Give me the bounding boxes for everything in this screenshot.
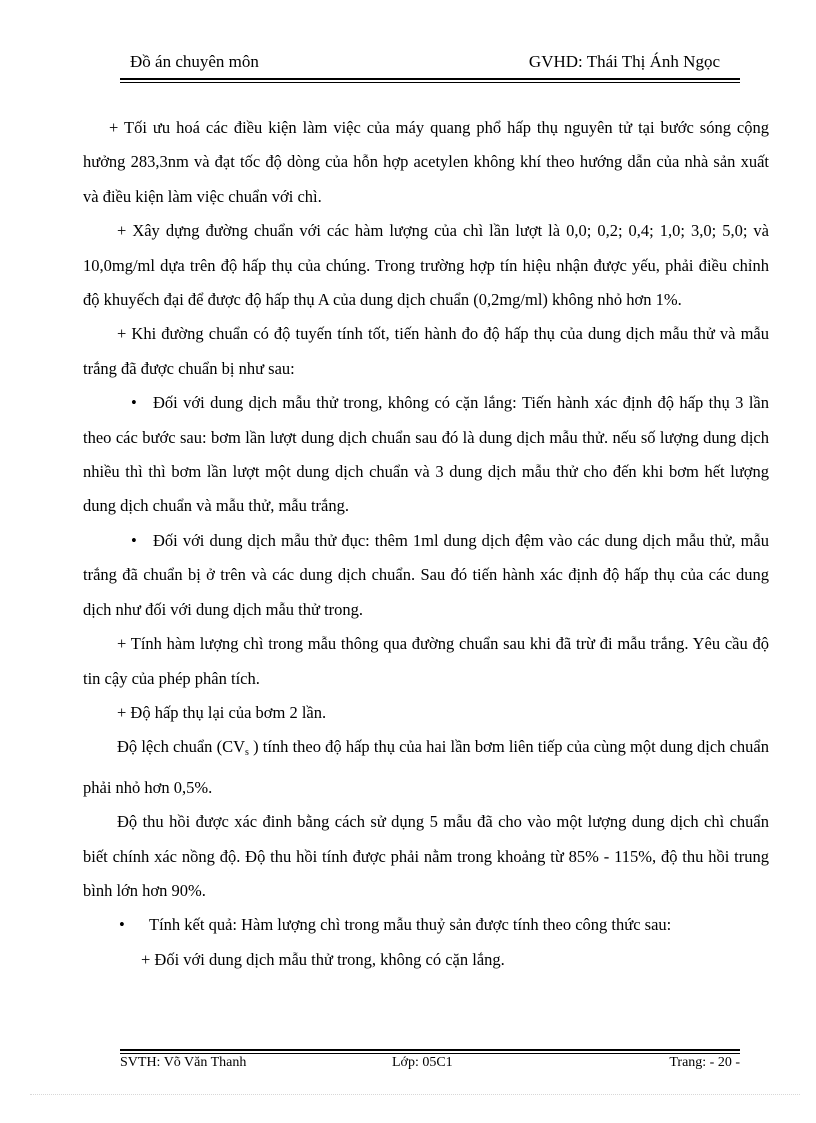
bullet-text: Đối với dung dịch mẫu thử đục: thêm 1ml dung dịch đệm vào các dung dịch mẫu thử, mẫu trắng đã chuẩn bị ở trên và các dung dịch chuẩn. Sau đó tiến hành xác định độ hấp thụ của các dung dịch như đối với dung dịch mẫu thử trong. (83, 530, 769, 619)
paragraph-optimize: + Tối ưu hoá các điều kiện làm việc của máy quang phổ hấp thụ nguyên tử tại bước sóng cộng hưởng 283,3nm và đạt tốc độ dòng của hỗn hợp acetylen không khí theo hướng dẫn của nhà sản xuất và điều kiện làm việc chuẩn với chì. (83, 118, 769, 206)
footer-student: SVTH: Võ Văn Thanh (120, 1055, 247, 1070)
footer-rule (120, 1049, 740, 1051)
std-deviation-text-a: Độ lệch chuẩn (CV (117, 737, 245, 757)
footer-class: Lớp: 05C1 (392, 1055, 453, 1070)
header-rule-thin (120, 82, 740, 83)
bullet-item-result (83, 908, 769, 942)
bullet-text: Tính kết quả: Hàm lượng chì trong mẫu thuỷ sản được tính theo công thức sau: (149, 915, 672, 935)
paragraph-std-deviation (83, 730, 769, 805)
paragraph-recovery: Độ thu hồi được xác đinh bằng cách sử dụng 5 mẫu đã cho vào một lượng dung dịch chì chuẩn biết chính xác nồng độ. Độ thu hồi tính được phải nằm trong khoảng từ 85% - 115%, độ thu hồi trung bình lớn hơn 90%. (83, 812, 769, 900)
bullet-text: Đối với dung dịch mẫu thử trong, không có cặn lắng: Tiến hành xác định độ hấp thụ 3 lần theo các bước sau: bơm lần lượt dung dịch chuẩn sau đó là dung dịch mẫu thử. nếu số lượng dung dịch nhiều thì thì bơm lần lượt một dung dịch chuẩn và 3 dung dịch mẫu thử cho đến khi bơm hết lượng dung dịch chuẩn và mẫu thử, mẫu trắng. (83, 393, 769, 516)
bullet-icon: • (131, 530, 137, 550)
header-rule (120, 78, 740, 80)
footer-rule-thin (120, 1053, 740, 1054)
paragraph-repeat-absorbance: + Độ hấp thụ lại của bơm 2 lần. (117, 702, 327, 722)
paragraph-clear-sample-case: + Đối với dung dịch mẫu thử trong, không có cặn lắng. (141, 949, 505, 969)
std-deviation-text-b: ) tính theo độ hấp thụ của hai lần bơm liên tiếp của cùng một dung dịch chuẩn phải nhỏ hơn 0,5%. (83, 737, 769, 797)
page-bottom-border (30, 1094, 800, 1095)
page-header (120, 52, 740, 76)
paragraph-calibration-curve: + Xây dựng đường chuẩn với các hàm lượng của chì lần lượt là 0,0; 0,2; 0,4; 1,0; 3,0; 5,0; và 10,0mg/ml dựa trên độ hấp thụ của chúng. Trong trường hợp tín hiệu nhận được yếu, phải điều chỉnh độ khuyếch đại để được độ hấp thụ A của dung dịch chuẩn (0,2mg/ml) không nhỏ hơn 1%. (83, 221, 769, 310)
header-course-title: Đồ án chuyên môn (130, 52, 259, 71)
std-deviation-subscript: s (245, 747, 249, 759)
bullet-icon: • (119, 915, 125, 935)
footer-page-number: Trang: - 20 - (669, 1055, 740, 1070)
bullet-item-clear-sample (83, 386, 769, 524)
page-footer (120, 1055, 740, 1075)
paragraph-compute-content: + Tính hàm lượng chì trong mẫu thông qua đường chuẩn sau khi đã trừ đi mẫu trắng. Yêu cầu độ tin cậy của phép phân tích. (83, 634, 769, 688)
bullet-item-turbid-sample (83, 524, 769, 627)
bullet-icon: • (131, 393, 137, 413)
document-body (83, 111, 769, 977)
header-supervisor: GVHD: Thái Thị Ánh Ngọc (528, 52, 720, 71)
paragraph-measure-absorbance: + Khi đường chuẩn có độ tuyến tính tốt, tiến hành đo độ hấp thụ của dung dịch mẫu thử và mẫu trắng đã được chuẩn bị như sau: (83, 324, 769, 378)
